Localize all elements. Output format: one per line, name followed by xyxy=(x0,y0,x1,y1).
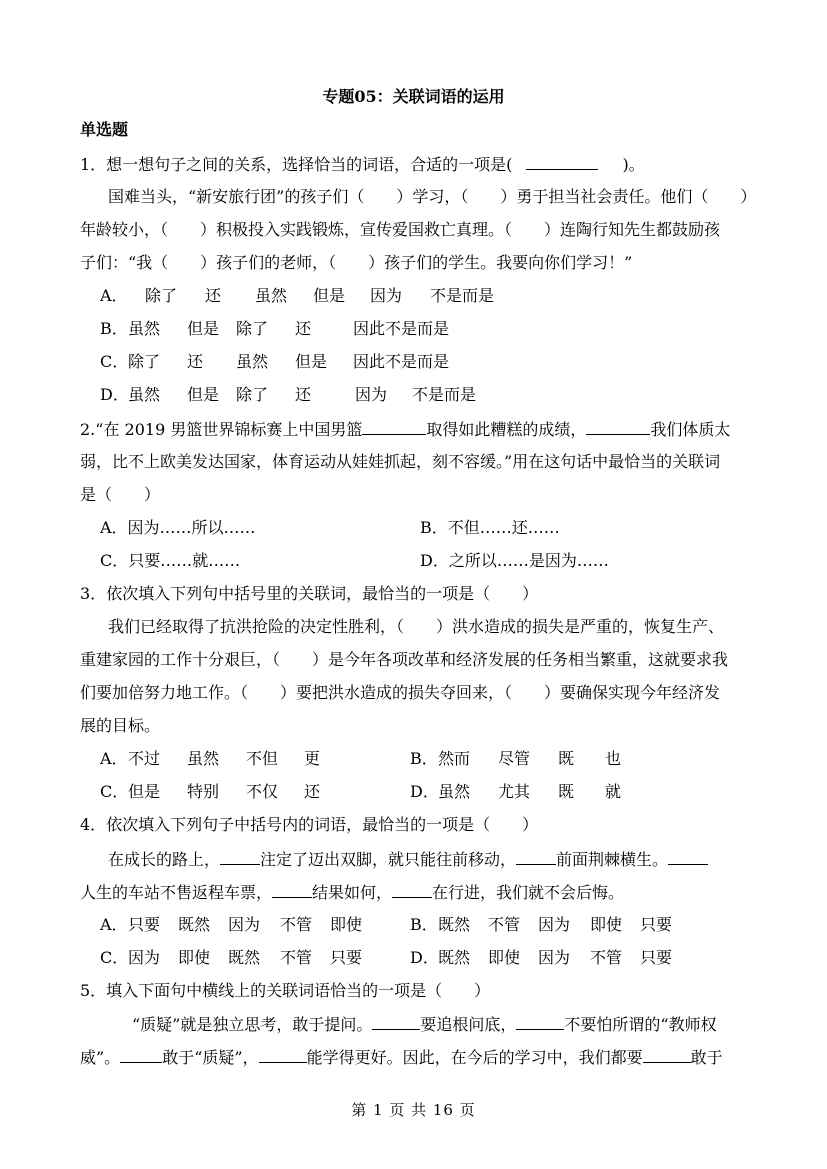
q4-passage-line-2: 人生的车站不售返程车票， 结果如何， 在行进，我们就不会后悔。 xyxy=(80,883,625,902)
answer-blank[interactable] xyxy=(362,419,426,435)
question-2-stem: 2.“在 2019 男篮世界锦标赛上中国男篮 取得如此糟糕的成绩， 我们体质太 xyxy=(80,420,731,439)
answer-blank[interactable] xyxy=(643,1047,691,1063)
q3-passage-line-4: 展的目标。 xyxy=(80,716,161,735)
answer-blank[interactable] xyxy=(668,849,708,865)
q3-option-b[interactable]: B． 然而 尽管 既 也 xyxy=(410,749,622,768)
question-4-stem: 4．依次填入下列句子中括号内的词语，最恰当的一项是（ ） xyxy=(80,815,539,834)
q2-line-3: 是（ ） xyxy=(80,485,161,504)
q1-option-b[interactable]: B． 虽然 但是 除了 还 因此不是而是 xyxy=(100,319,450,338)
q2-option-a[interactable]: A．因为……所以…… xyxy=(100,518,256,537)
q3-option-a[interactable]: A． 不过 虽然 不但 更 xyxy=(100,749,321,768)
answer-blank[interactable] xyxy=(526,154,598,170)
answer-blank[interactable] xyxy=(392,882,432,898)
q3-passage-line-3: 们要加倍努力地工作。（ ）要把洪水造成的损失夺回来，（ ）要确保实现今年经济发 xyxy=(80,683,721,702)
page-title: 专题05：关联词语的运用 xyxy=(322,87,505,106)
answer-blank[interactable] xyxy=(120,1047,162,1063)
q4-option-a[interactable]: A． 只要 既然 因为 不管 即使 xyxy=(100,915,363,934)
answer-blank[interactable] xyxy=(516,1014,564,1030)
q1-stem-end: )。 xyxy=(622,155,645,174)
q1-stem-text: 1．想一想句子之间的关系，选择恰当的词语，合适的一项是( xyxy=(80,155,513,174)
q1-option-d[interactable]: D． 虽然 但是 除了 还 因为 不是而是 xyxy=(100,385,477,404)
q4-option-c[interactable]: C． 因为 即使 既然 不管 只要 xyxy=(100,948,363,967)
q4-passage-line-1: 在成长的路上， 注定了迈出双脚，就只能往前移动， 前面荆棘横生。 xyxy=(108,849,708,870)
question-3-stem: 3．依次填入下列句中括号里的关联词，最恰当的一项是（ ） xyxy=(80,584,539,603)
answer-blank[interactable] xyxy=(272,882,312,898)
q2-option-d[interactable]: D．之所以……是因为…… xyxy=(420,551,609,570)
q1-option-a[interactable]: A． 除了 还 虽然 但是 因为 不是而是 xyxy=(100,286,495,305)
answer-blank[interactable] xyxy=(586,419,650,435)
q4-option-d[interactable]: D． 既然 即使 因为 不管 只要 xyxy=(410,948,673,967)
page-footer: 第 1 页 共 16 页 xyxy=(351,1101,476,1119)
answer-blank[interactable] xyxy=(372,1014,420,1030)
answer-blank[interactable] xyxy=(259,1047,307,1063)
q1-passage-line-2: 年龄较小，（ ）积极投入实践锻炼，宣传爱国救亡真理。（ ）连陶行知先生都鼓励孩 xyxy=(80,220,721,239)
q3-option-d[interactable]: D． 虽然 尤其 既 就 xyxy=(410,782,622,801)
section-heading: 单选题 xyxy=(80,120,129,139)
answer-blank[interactable] xyxy=(516,849,556,865)
q1-passage-line-3: 子们：“我（ ）孩子们的老师，（ ）孩子们的学生。我要向你们学习！” xyxy=(80,253,633,272)
answer-blank[interactable] xyxy=(220,849,260,865)
q2-option-c[interactable]: C．只要……就…… xyxy=(100,551,241,570)
q3-passage-line-1: 我们已经取得了抗洪抢险的决定性胜利，（ ）洪水造成的损失是严重的，恢复生产、 xyxy=(108,617,725,636)
q5-passage-line-2: 威”。 敢于“质疑”， 能学得更好。因此，在今后的学习中，我们都要 敢于 xyxy=(80,1048,723,1067)
question-5-stem: 5．填入下面句中横线上的关联词语恰当的一项是（ ） xyxy=(80,981,491,1000)
q2-line-2: 弱，比不上欧美发达国家，体育运动从娃娃抓起，刻不容缓。”用在这句话中最恰当的关联词 xyxy=(80,452,721,471)
q5-passage-line-1: “质疑”就是独立思考，敢于提问。 要追根问底， 不要怕所谓的“教师权 xyxy=(132,1015,717,1034)
q3-passage-line-2: 重建家园的工作十分艰巨，（ ）是今年各项改革和经济发展的任务相当繁重，这就要求我 xyxy=(80,650,729,669)
q3-option-c[interactable]: C． 但是 特别 不仅 还 xyxy=(100,782,321,801)
q1-option-c[interactable]: C． 除了 还 虽然 但是 因此不是而是 xyxy=(100,352,450,371)
question-1-stem xyxy=(80,154,645,175)
q4-option-b[interactable]: B． 既然 不管 因为 即使 只要 xyxy=(410,915,673,934)
q2-option-b[interactable]: B．不但……还…… xyxy=(420,518,560,537)
q1-passage-line-1: 国难当头，“新安旅行团”的孩子们（ ）学习，（ ）勇于担当社会责任。他们（ ） xyxy=(108,187,757,206)
